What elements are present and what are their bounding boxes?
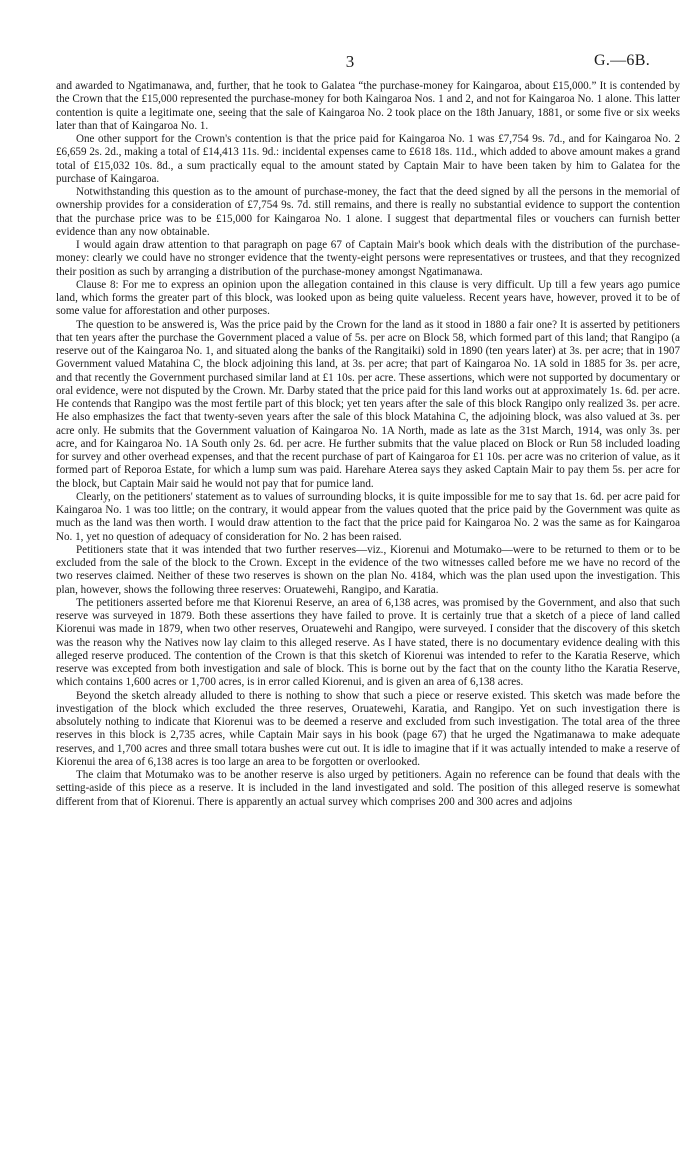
page-header [0,52,700,74]
paragraph: The petitioners asserted before me that Kiorenui Reserve, an area of 6,138 acres, was promised by the Government, and also that such reserve was surveyed in 1879. Both these assertions they have failed to prove. It is certainly true that a sketch of a piece of land called Kiorenui was made in 1879, when two other reserves, Oruatewehi and Rangipo, were surveyed. I consider that the discovery of this sketch was the reason why the Natives now lay claim to this alleged reserve. As I have stated, there is no documentary evidence dealing with this alleged reserve produced. The contention of the Crown is that this sketch of Kiorenui was intended to refer to the Karatia Reserve, which reserve was excepted from both investigation and sale of block. This is borne out by the fact that on the county litho the Karatia Reserve, which contains 1,600 acres or 1,700 acres, is in error called Kiorenui, and is given an area of 6,138 acres. [56,596,680,689]
page-number: 3 [345,52,355,71]
paragraph: The question to be answered is, Was the price paid by the Crown for the land as it stood in 1880 a fair one? It is asserted by petitioners that ten years after the purchase the Government placed a value of 5s. per acre on Block 58, which formed part of this land; that Rangipo (a reserve out of the Kaingaroa No. 1, and situated along the banks of the Rangitaiki) sold in 1890 (ten years later) at 3s. per acre; that in 1907 Government valued Matahina C, the block adjoining this land, at 3s. per acre; that part of Kaingaroa No. 1A sold in 1885 for 3s. per acre, and that recently the Government purchased similar land at £1 10s. per acre. These assertions, which were not supported by documentary or oral evidence, were not disputed by the Crown. Mr. Darby stated that the price paid for this land works out at approximately 1s. 6d. per acre. He contends that Rangipo was the most fertile part of this block; yet ten years after the sale of this block Rangipo only realized 3s. per acre. He also emphasizes the fact that twenty-seven years after the sale of this block Matahina C, the adjoining block, was also valued at 3s. per acre only. He submits that the Government valuation of Kaingaroa No. 1A North, made as late as the 31st March, 1914, was only 3s. per acre, and for Kaingaroa No. 1A South only 2s. 6d. per acre. He further submits that the value placed on Block or Run 58 included loading for survey and other overhead expenses, and that the recent purchase of part of Kaingaroa for £1 10s. per acre was no criterion of value, as it formed part of Reporoa Estate, for which a lump sum was paid. Harehare Aterea says they asked Captain Mair to pay them 5s. per acre for the block, but Captain Mair said he would not pay that for pumice land. [56,318,680,490]
paragraph: Notwithstanding this question as to the amount of purchase-money, the fact that the deed signed by all the persons in the memorial of ownership provides for a consideration of £7,754 9s. 7d. still remains, and there is really no substantial evidence to support the contention that the purchase price was to be £15,000 for Kaingaroa No. 1 alone. I suggest that departmental files or vouchers can furnish better evidence than any now obtainable. [56,186,680,238]
paragraph: Petitioners state that it was intended that two further reserves—viz., Kiorenui and Motumako—were to be returned to them or to be excluded from the sale of the block to the Crown. Except in the evidence of the two witnesses called before me we have no record of the two reserves claimed. Neither of these two reserves is shown on the plan No. 4184, which was the plan used upon the investigation. This plan, however, shows the following three reserves: Oruatewehi, Rangipo, and Karatia. [56,543,680,596]
document-reference: G.—6B. [593,52,650,69]
paragraph: I would again draw attention to that paragraph on page 67 of Captain Mair's book which deals with the distribution of the purchase-money: clearly we could have no stronger evidence that the twenty-eight persons were representatives or trustees, and that they recognized their position as such by arranging a distribution of the purchase-money amongst Ngatimanawa. [56,239,680,278]
paragraph: Beyond the sketch already alluded to there is nothing to show that such a piece or reserve existed. This sketch was made before the investigation of the block which excluded the three reserves, Oruatewehi, Karatia, and Rangipo. Yet on such investigation there is absolutely nothing to indicate that Kiorenui was to be deemed a reserve and excluded from such investigation. The total area of the three reserves in this block is 2,735 acres, while Captain Mair says in his book (page 67) that he urged the Ngatimanawa to make adequate reserves, and 1,700 acres and three small totara bushes were cut out. It is idle to imagine that if it was actually intended to make a reserve of Kiorenui the area of 6,138 acres is too large an area to be forgotten or overlooked. [56,689,680,768]
paragraph: and awarded to Ngatimanawa, and, further, that he took to Galatea “the purchase-money for Kaingaroa, about £15,000.” It is contended by the Crown that the £15,000 represented the purchase-money for both Kaingaroa Nos. 1 and 2, and not for Kaingaroa No. 1 alone. This latter contention is quite a legitimate one, seeing that the sale of Kaingaroa No. 2 took place on the 18th January, 1881, or some five or six weeks later than that of Kaingaroa No. 1. [56,80,680,132]
paragraph: Clearly, on the petitioners' statement as to values of surrounding blocks, it is quite impossible for me to say that 1s. 6d. per acre paid for Kaingaroa No. 1 was too little; on the contrary, it would appear from the values quoted that the price paid by the Government was quite as much as the land was then worth. I would draw attention to the fact that the price paid for Kaingaroa No. 2 was the same as for Kaingaroa No. 1, yet no question of adequacy of consideration for No. 2 has been raised. [56,490,680,543]
paragraph: One other support for the Crown's contention is that the price paid for Kaingaroa No. 1 was £7,754 9s. 7d., and for Kaingaroa No. 2 £6,659 2s. 2d., making a total of £14,413 11s. 9d.: incidental expenses came to £618 18s. 11d., which added to above amount makes a grand total of £15,032 10s. 8d., a sum practically equal to the amount stated by Captain Mair to have been taken by him to Galatea for the purchase of Kaingaroa. [56,133,680,185]
paragraph: The claim that Motumako was to be another reserve is also urged by petitioners. Again no reference can be found that deals with the setting-aside of this piece as a reserve. It is included in the land investigated and sold. The position of this alleged reserve is somewhat different from that of Kiorenui. There is apparently an actual survey which comprises 200 and 300 acres and adjoins [56,769,680,808]
body-text [56,80,680,809]
paragraph: Clause 8: For me to express an opinion upon the allegation contained in this clause is very difficult. Up till a few years ago pumice land, which forms the greater part of this block, was looked upon as being quite valueless. Recent years have, however, proved it to be of some value for afforestation and other purposes. [56,278,680,318]
